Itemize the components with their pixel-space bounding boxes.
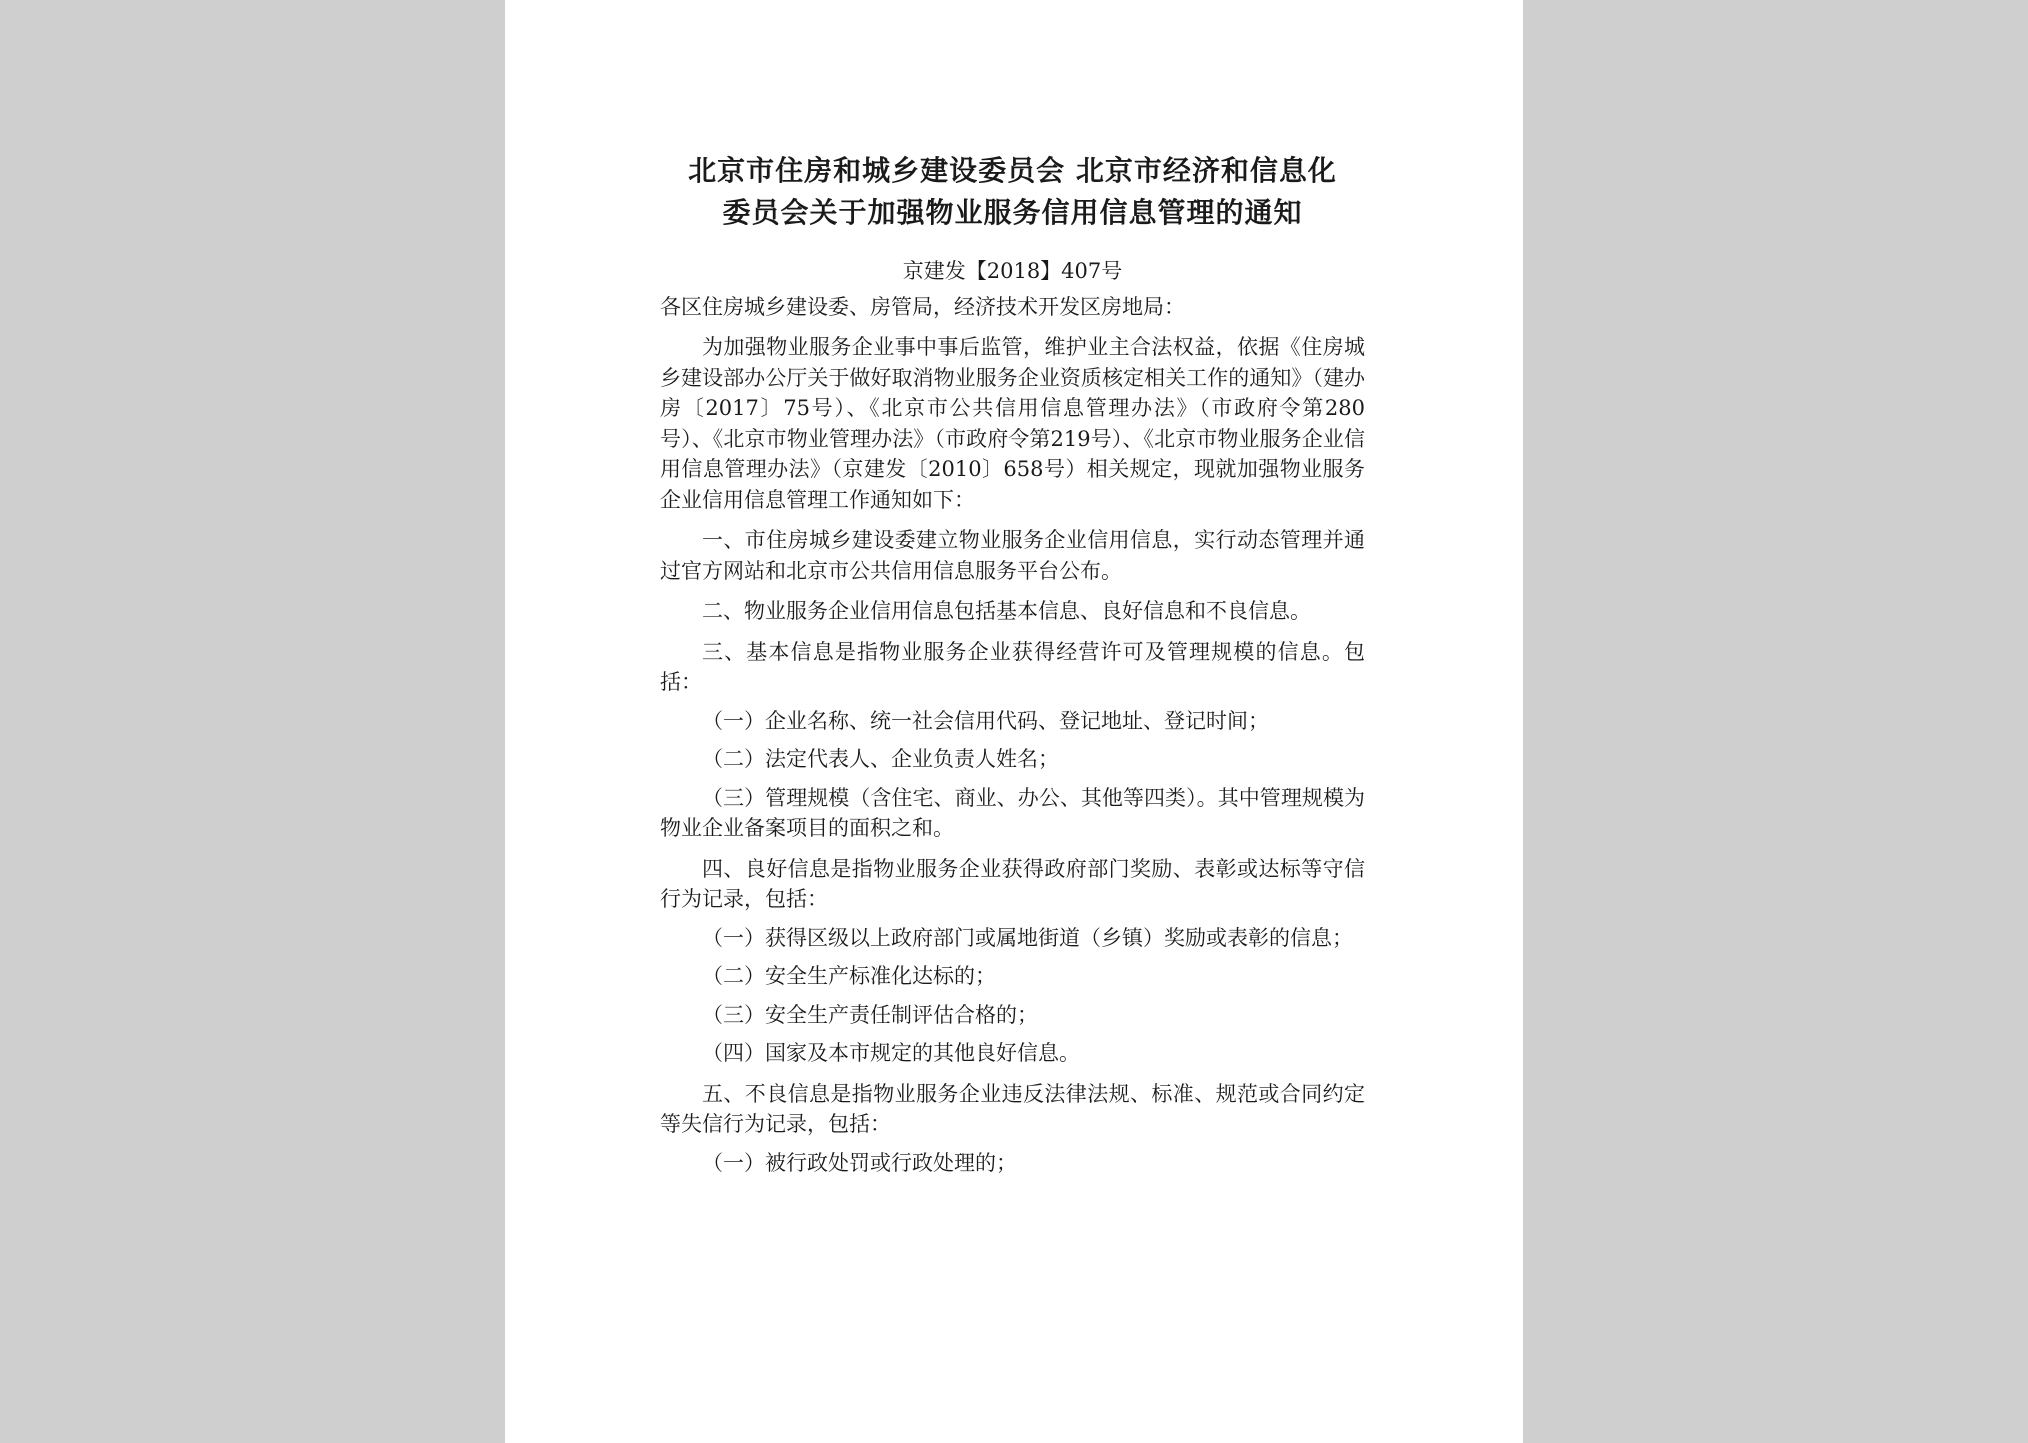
paragraph-item-4-sub-3: （三）安全生产责任制评估合格的； xyxy=(702,1002,1038,1027)
title-line-2: 委员会关于加强物业服务信用信息管理的通知 xyxy=(722,196,1303,229)
title-line-1: 北京市住房和城乡建设委员会 北京市经济和信息化 xyxy=(688,154,1337,187)
paragraph-item-3: 三、基本信息是指物业服务企业获得经营许可及管理规模的信息。包括： xyxy=(660,639,1365,694)
paragraph-item-3-sub-2: （二）法定代表人、企业负责人姓名； xyxy=(702,747,1059,771)
paragraph-preamble: 为加强物业服务企业事中事后监管，维护业主合法权益，依据《住房城乡建设部办公厅关于做好取消物业服务企业资质核定相关工作的通知》（建办房〔2017〕75号）、《北京市公共信用信息管理办法》（市政府令第280号）、《北京市物业管理办法》（市政府令第219号）、《北京市物业服务企业信用信息管理办法》（京建发〔2010〕658号）相关规定，现就加强物业服务企业信用信息管理工作通知如下： xyxy=(660,335,1365,512)
paragraph-item-3-sub-1: （一）企业名称、统一社会信用代码、登记地址、登记时间； xyxy=(702,708,1269,733)
paragraph-item-5: 五、不良信息是指物业服务企业违反法律法规、标准、规范或合同约定等失信行为记录，包括： xyxy=(660,1081,1365,1136)
recipient-line: 各区住房城乡建设委、房管局，经济技术开发区房地局： xyxy=(660,295,1185,319)
paragraph-item-4-sub-4: （四）国家及本市规定的其他良好信息。 xyxy=(702,1041,1080,1065)
paragraph-item-4-sub-1: （一）获得区级以上政府部门或属地街道（乡镇）奖励或表彰的信息； xyxy=(702,925,1353,950)
paragraph-item-2: 二、物业服务企业信用信息包括基本信息、良好信息和不良信息。 xyxy=(702,599,1311,623)
paragraph-item-5-sub-1: （一）被行政处罚或行政处理的； xyxy=(702,1150,1017,1175)
document-number: 京建发【2018】407号 xyxy=(902,259,1123,283)
paragraph-item-4-sub-2: （二）安全生产标准化达标的； xyxy=(702,964,996,988)
document-title xyxy=(660,150,1365,234)
document-content xyxy=(660,150,1365,1178)
paragraph-item-1: 一、市住房城乡建设委建立物业服务企业信用信息，实行动态管理并通过官方网站和北京市公共信用信息服务平台公布。 xyxy=(660,528,1365,583)
paragraph-item-4: 四、良好信息是指物业服务企业获得政府部门奖励、表彰或达标等守信行为记录，包括： xyxy=(660,856,1365,911)
paragraph-item-3-sub-3: （三）管理规模（含住宅、商业、办公、其他等四类）。其中管理规模为物业企业备案项目的面积之和。 xyxy=(660,785,1365,840)
document-page xyxy=(505,0,1523,1443)
